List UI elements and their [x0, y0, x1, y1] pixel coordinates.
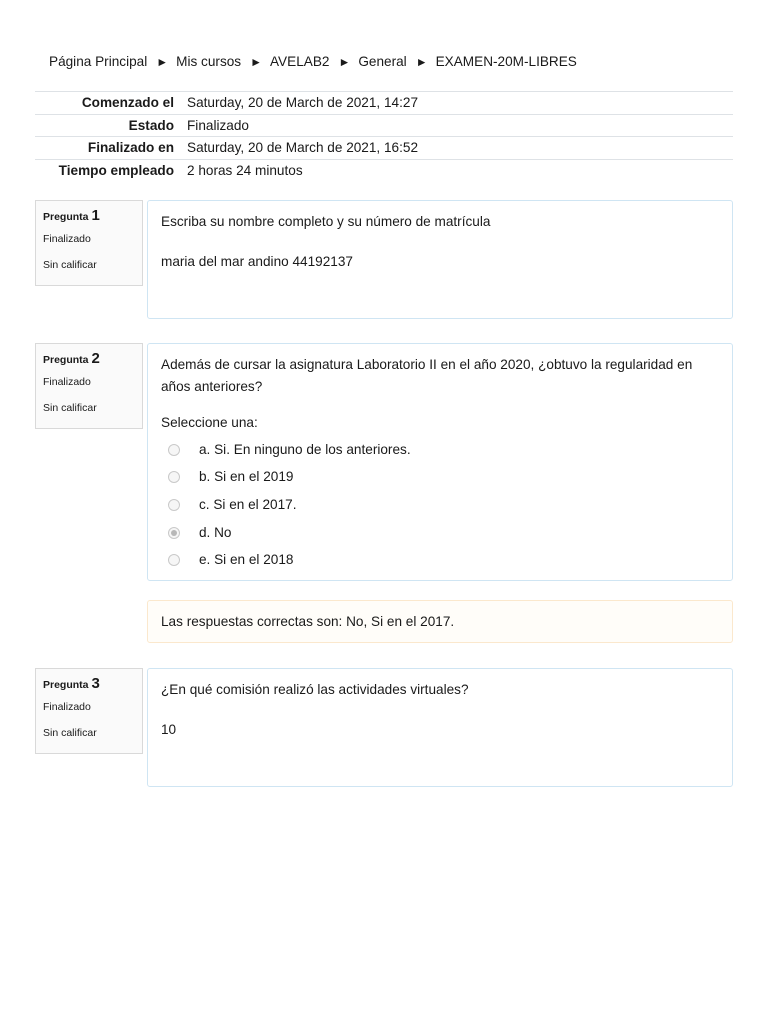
question-number-row — [43, 350, 135, 367]
answer-text: maria del mar andino 44192137 — [161, 254, 353, 269]
radio-button[interactable] — [168, 471, 180, 483]
option-b[interactable] — [161, 464, 719, 492]
summary-value: 2 horas 24 minutos — [187, 163, 303, 179]
summary-label: Estado — [128, 117, 174, 133]
question-state: Finalizado — [43, 233, 91, 245]
breadcrumb-course[interactable]: AVELAB2 — [270, 54, 330, 69]
option-label: a. Si. En ninguno de los anteriores. — [199, 441, 411, 457]
summary-row-finished — [35, 137, 733, 160]
radio-button[interactable] — [168, 444, 180, 456]
breadcrumb-section[interactable]: General — [358, 54, 407, 69]
question-text: Escriba su nombre completo y su número de matrícula — [161, 214, 491, 229]
question-info-1 — [35, 200, 143, 286]
radio-button[interactable] — [168, 554, 180, 566]
question-info-3 — [35, 668, 143, 754]
summary-value: Saturday, 20 de March de 2021, 16:52 — [187, 140, 419, 156]
option-e[interactable] — [161, 546, 719, 574]
option-c[interactable] — [161, 491, 719, 519]
question-text: Además de cursar la asignatura Laboratorio II en el año 2020, ¿obtuvo la regularidad en años anteriores? — [161, 357, 693, 394]
question-state: Finalizado — [43, 701, 91, 713]
question-label: Pregunta — [43, 211, 89, 223]
attempt-summary-table — [35, 91, 733, 182]
summary-value: Finalizado — [187, 117, 249, 133]
question-label: Pregunta — [43, 354, 89, 366]
question-number: 3 — [91, 675, 100, 692]
question-info-2 — [35, 343, 143, 429]
question-content-1 — [147, 200, 733, 319]
question-state: Finalizado — [43, 376, 91, 388]
summary-row-started — [35, 92, 733, 115]
radio-button[interactable] — [168, 499, 180, 511]
correct-answer-feedback — [147, 600, 733, 643]
radio-button-selected[interactable] — [168, 527, 180, 539]
option-label: e. Si en el 2018 — [199, 552, 294, 568]
summary-value: Saturday, 20 de March de 2021, 14:27 — [187, 95, 419, 111]
option-label: c. Si en el 2017. — [199, 496, 297, 512]
summary-row-time-taken — [35, 159, 733, 182]
question-grade: Sin calificar — [43, 727, 97, 739]
breadcrumb — [49, 54, 577, 69]
select-one-prompt: Seleccione una: — [161, 415, 258, 430]
question-grade: Sin calificar — [43, 402, 97, 414]
question-content-2 — [147, 343, 733, 581]
question-number-row — [43, 675, 135, 692]
summary-label: Comenzado el — [81, 95, 174, 111]
breadcrumb-separator-icon: ► — [415, 54, 428, 69]
summary-label: Finalizado en — [87, 140, 174, 156]
breadcrumb-my-courses[interactable]: Mis cursos — [176, 54, 242, 69]
feedback-text: Las respuestas correctas son: No, Si en el 2017. — [161, 614, 455, 629]
question-label: Pregunta — [43, 679, 89, 691]
breadcrumb-home[interactable]: Página Principal — [49, 54, 148, 69]
option-label: d. No — [199, 524, 232, 540]
summary-label: Tiempo empleado — [58, 163, 174, 179]
option-label: b. Si en el 2019 — [199, 469, 294, 485]
answer-text: 10 — [161, 722, 177, 737]
breadcrumb-quiz[interactable]: EXAMEN-20M-LIBRES — [435, 54, 577, 69]
breadcrumb-separator-icon: ► — [156, 54, 169, 69]
breadcrumb-separator-icon: ► — [250, 54, 262, 69]
question-grade: Sin calificar — [43, 259, 97, 271]
question-number: 2 — [91, 350, 100, 367]
question-text: ¿En qué comisión realizó las actividades virtuales? — [161, 682, 469, 697]
question-number: 1 — [91, 207, 100, 224]
option-a[interactable] — [161, 436, 719, 464]
option-d[interactable] — [161, 519, 719, 547]
breadcrumb-separator-icon: ► — [338, 54, 351, 69]
question-content-3 — [147, 668, 733, 787]
summary-row-state — [35, 114, 733, 137]
question-number-row — [43, 207, 135, 224]
answer-options — [161, 436, 719, 574]
